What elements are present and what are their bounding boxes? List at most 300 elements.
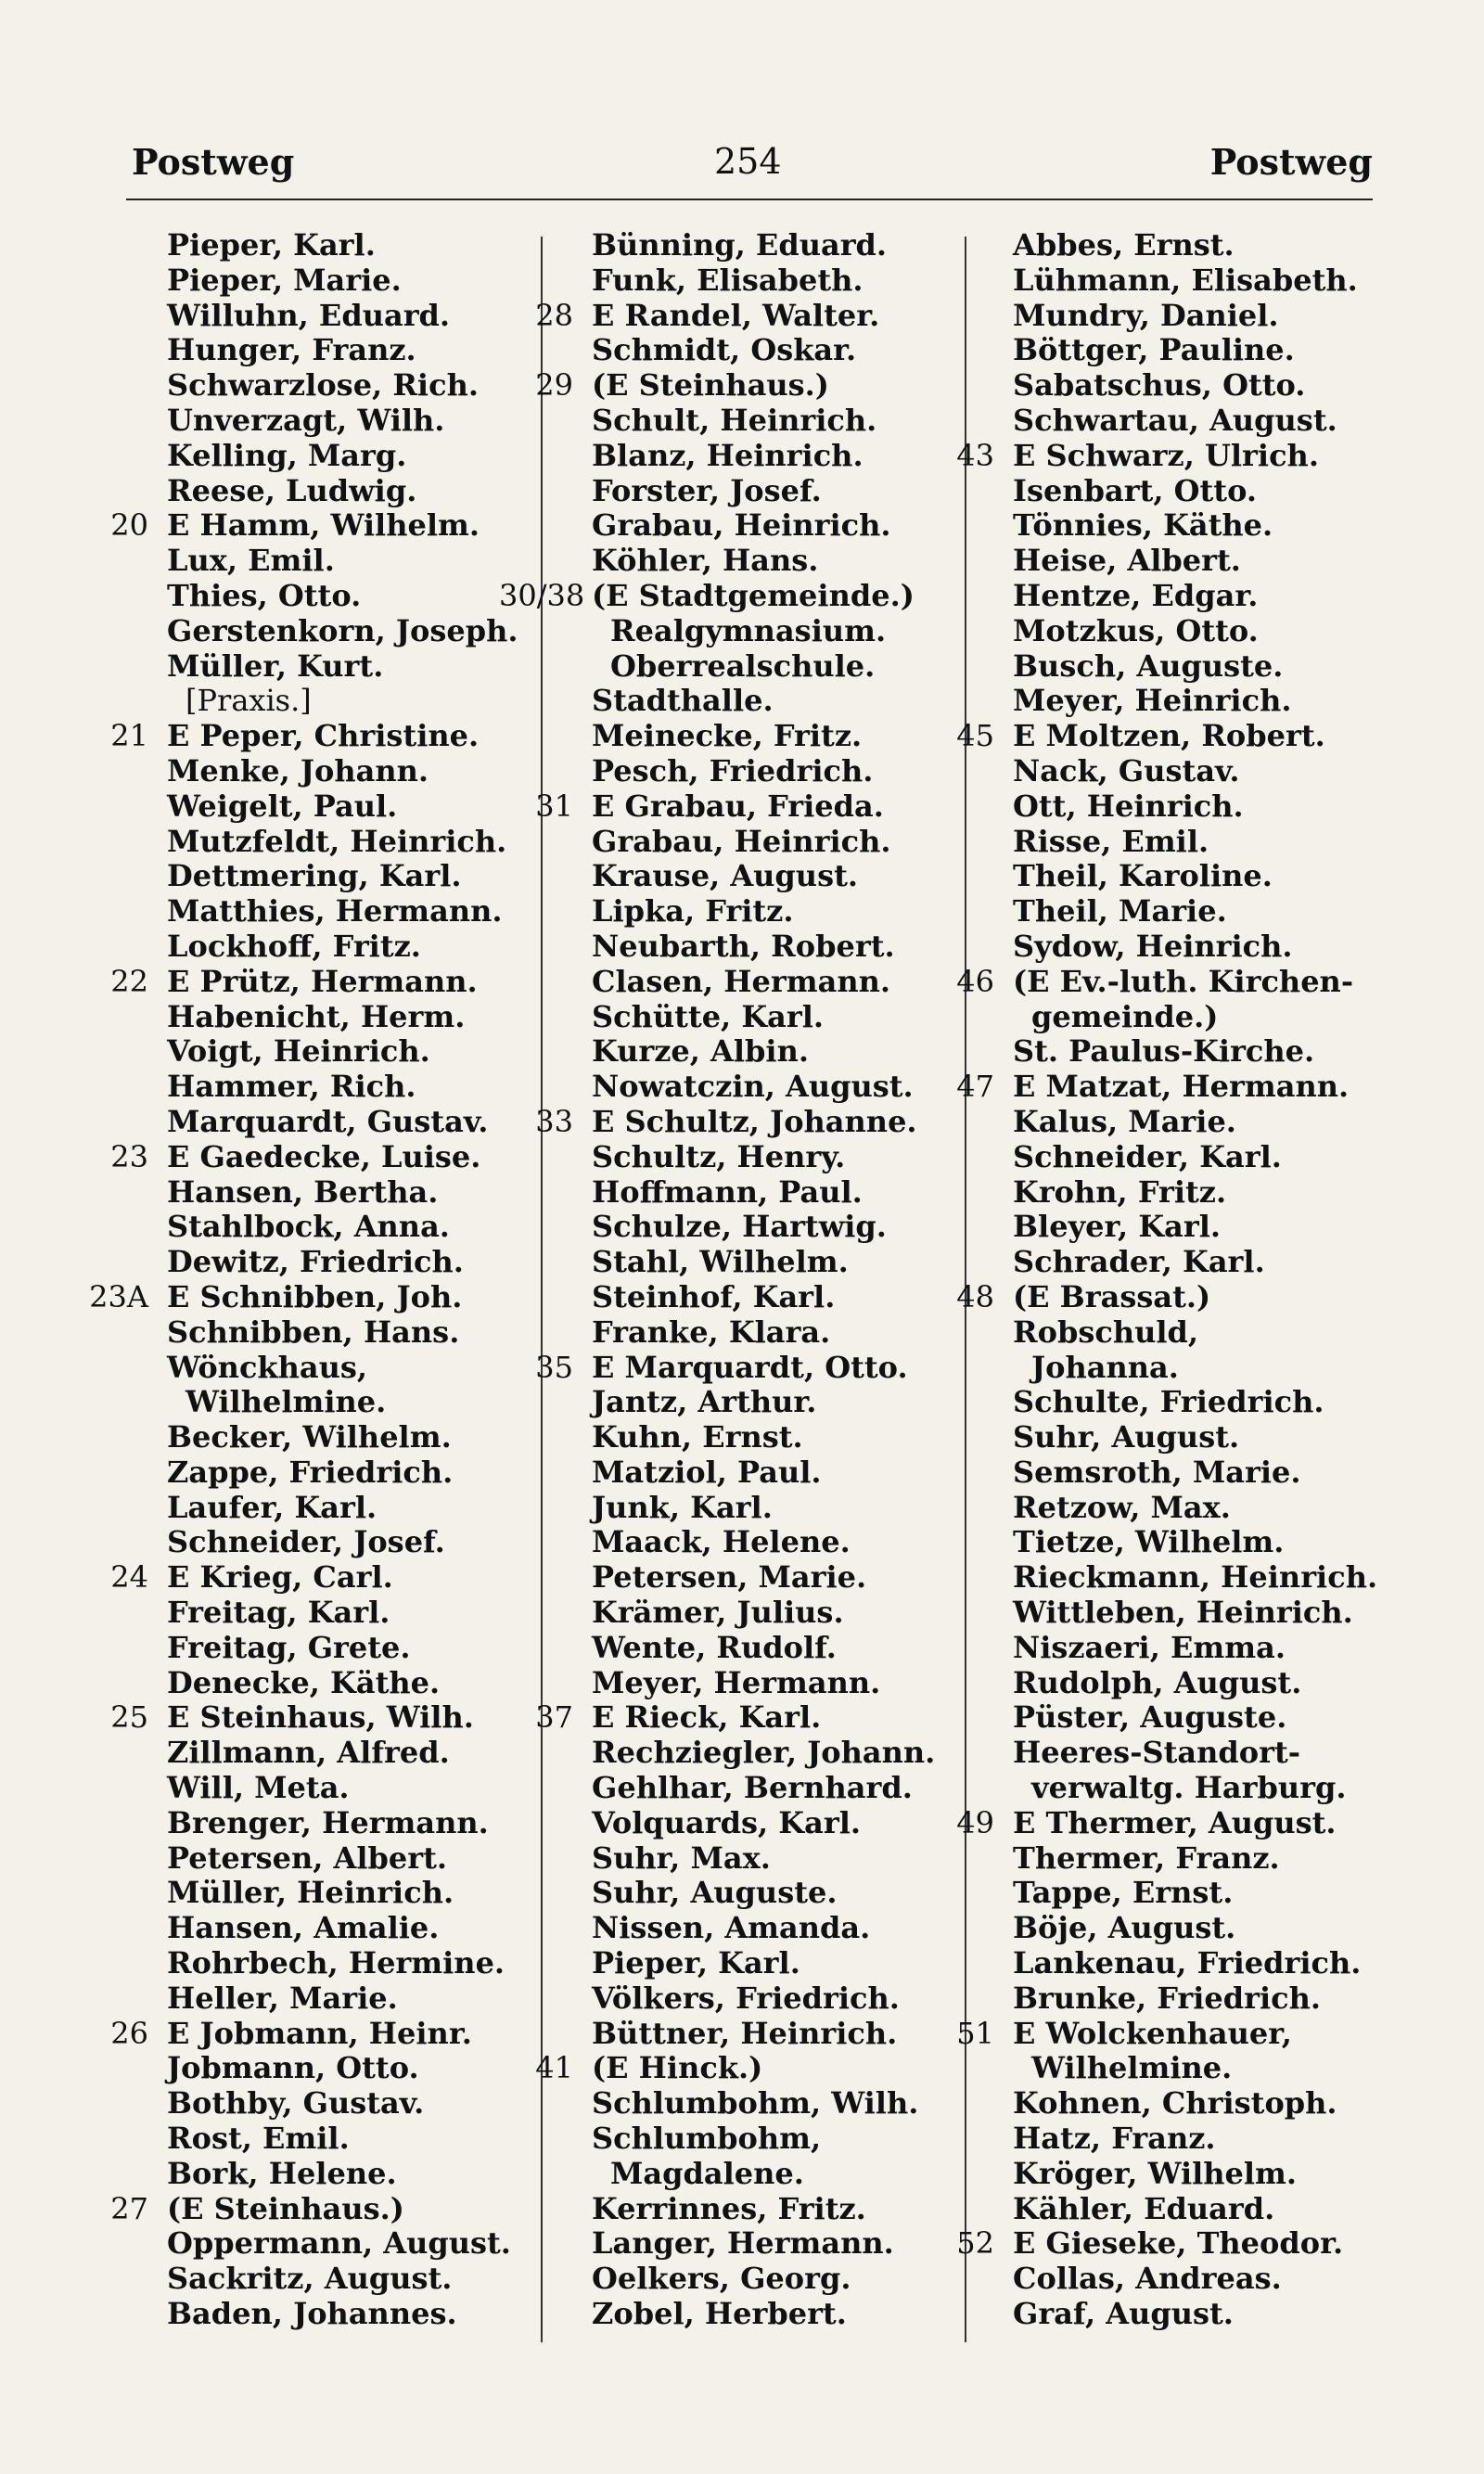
- resident-name: Rieckmann, Heinrich.: [1013, 1559, 1378, 1596]
- resident-name: Mutzfeldt, Heinrich.: [167, 823, 507, 859]
- house-number: 52: [956, 2225, 994, 2262]
- directory-entry: [499, 789, 963, 825]
- directory-entry: [920, 1034, 1384, 1070]
- resident-name: Voigt, Heinrich.: [167, 1033, 430, 1070]
- directory-entry: [74, 754, 538, 789]
- resident-name: Wilhelmine.: [186, 1384, 387, 1420]
- directory-entry: [74, 333, 538, 368]
- resident-name: Müller, Heinrich.: [167, 1875, 454, 1911]
- directory-entry: [74, 684, 538, 719]
- directory-entry: [74, 544, 538, 579]
- directory-entry: [499, 2226, 963, 2262]
- resident-name: Büttner, Heinrich.: [592, 2015, 898, 2051]
- directory-column-2: [499, 228, 963, 2332]
- resident-name: E Gieseke, Theodor.: [1013, 2225, 1344, 2262]
- directory-entry: [74, 894, 538, 929]
- resident-name: Müller, Kurt.: [167, 647, 384, 684]
- directory-entry: [499, 684, 963, 719]
- resident-name: verwaltg. Harburg.: [1031, 1770, 1347, 1806]
- directory-entry: [74, 1876, 538, 1911]
- resident-name: Bünning, Eduard.: [592, 227, 888, 263]
- directory-entry: [74, 1000, 538, 1035]
- directory-entry: [499, 2017, 963, 2052]
- resident-name: Schneider, Josef.: [167, 1524, 445, 1560]
- resident-name: Tönnies, Käthe.: [1013, 507, 1273, 544]
- resident-name: Ott, Heinrich.: [1013, 788, 1244, 824]
- resident-name: Hatz, Franz.: [1013, 2121, 1216, 2157]
- resident-name: Risse, Emil.: [1013, 823, 1209, 859]
- resident-name: Lipka, Fritz.: [592, 893, 794, 929]
- directory-entry: [920, 2262, 1384, 2297]
- resident-name: Dewitz, Friedrich.: [167, 1244, 464, 1280]
- resident-name: E Matzat, Hermann.: [1013, 1069, 1350, 1105]
- resident-name: Heise, Albert.: [1013, 543, 1241, 579]
- house-number: 31: [535, 788, 573, 824]
- resident-name: Sydow, Heinrich.: [1013, 928, 1293, 964]
- resident-name: Nissen, Amanda.: [592, 1910, 871, 1946]
- resident-name: E Schwarz, Ulrich.: [1013, 437, 1319, 473]
- resident-name: (E Ev.-luth. Kirchen-: [1013, 963, 1354, 999]
- resident-name: Mundry, Daniel.: [1013, 297, 1279, 333]
- resident-name: Heller, Marie.: [167, 1980, 398, 2016]
- resident-name: Bothby, Gustav.: [167, 2085, 425, 2121]
- resident-name: Püster, Auguste.: [1013, 1699, 1287, 1736]
- directory-entry: [74, 1420, 538, 1455]
- directory-entry: [74, 859, 538, 894]
- resident-name: Brunke, Friedrich.: [1013, 1980, 1322, 2016]
- directory-entry: [920, 2017, 1384, 2052]
- directory-entry: [499, 1736, 963, 1771]
- resident-name: Petersen, Albert.: [167, 1839, 447, 1876]
- resident-name: Blanz, Heinrich.: [592, 437, 864, 473]
- directory-entry: [499, 1525, 963, 1560]
- resident-name: Meyer, Heinrich.: [1013, 683, 1292, 719]
- header-rule: [126, 199, 1373, 200]
- resident-name: Schmidt, Oskar.: [592, 332, 857, 368]
- directory-entry: [499, 2121, 963, 2157]
- directory-entry: [74, 2157, 538, 2192]
- directory-entry: [499, 719, 963, 754]
- resident-name: Steinhof, Karl.: [592, 1278, 836, 1314]
- resident-name: [Praxis.]: [186, 683, 312, 719]
- resident-name: Meyer, Hermann.: [592, 1664, 881, 1700]
- resident-name: Abbes, Ernst.: [1013, 227, 1235, 263]
- directory-entry: [499, 1911, 963, 1946]
- resident-name: Nowatczin, August.: [592, 1069, 914, 1105]
- directory-entry: [74, 228, 538, 263]
- resident-name: Bleyer, Karl.: [1013, 1209, 1222, 1245]
- directory-entry: [74, 2051, 538, 2086]
- resident-name: Schütte, Karl.: [592, 998, 825, 1034]
- directory-entry: [499, 1560, 963, 1596]
- resident-name: Forster, Josef.: [592, 472, 822, 508]
- directory-entry: [920, 1666, 1384, 1701]
- directory-entry: [920, 754, 1384, 789]
- directory-entry: [920, 929, 1384, 965]
- resident-name: Hentze, Edgar.: [1013, 577, 1259, 613]
- directory-entry: [499, 368, 963, 404]
- resident-name: Jobmann, Otto.: [167, 2050, 419, 2086]
- resident-name: Nack, Gustav.: [1013, 752, 1240, 788]
- directory-entry: [499, 2086, 963, 2121]
- resident-name: Rohrbech, Hermine.: [167, 1945, 505, 1981]
- resident-name: E Gaedecke, Luise.: [167, 1138, 481, 1174]
- resident-name: Oberrealschule.: [610, 647, 876, 684]
- directory-entry: [499, 825, 963, 860]
- directory-entry: [74, 1315, 538, 1351]
- resident-name: Thies, Otto.: [167, 577, 362, 613]
- resident-name: Kuhn, Ernst.: [592, 1419, 803, 1455]
- directory-entry: [74, 1981, 538, 2017]
- resident-name: Kohnen, Christoph.: [1013, 2085, 1337, 2121]
- house-number: 30/38: [499, 577, 585, 613]
- directory-entry: [74, 579, 538, 614]
- directory-entry: [499, 1841, 963, 1877]
- resident-name: Laufer, Karl.: [167, 1489, 377, 1525]
- resident-name: Völkers, Friedrich.: [592, 1980, 900, 2016]
- directory-entry: [74, 1631, 538, 1666]
- resident-name: Böje, August.: [1013, 1910, 1236, 1946]
- resident-name: Pieper, Karl.: [167, 227, 376, 263]
- directory-entry: [920, 544, 1384, 579]
- directory-entry: [920, 579, 1384, 614]
- directory-entry: [499, 1140, 963, 1175]
- directory-entry: [920, 1000, 1384, 1035]
- resident-name: Becker, Wilhelm.: [167, 1419, 452, 1455]
- resident-name: Hansen, Amalie.: [167, 1910, 440, 1946]
- directory-entry: [499, 2051, 963, 2086]
- resident-name: E Moltzen, Robert.: [1013, 718, 1325, 754]
- directory-entry: [499, 965, 963, 1000]
- directory-entry: [920, 404, 1384, 439]
- directory-entry: [920, 1280, 1384, 1315]
- directory-entry: [499, 1700, 963, 1736]
- resident-name: Motzkus, Otto.: [1013, 612, 1259, 648]
- house-number: 48: [956, 1278, 994, 1314]
- directory-entry: [920, 439, 1384, 474]
- resident-name: Marquardt, Gustav.: [167, 1103, 489, 1139]
- directory-column-1: [74, 228, 538, 2332]
- resident-name: Collas, Andreas.: [1013, 2261, 1282, 2297]
- directory-entry: [920, 1876, 1384, 1911]
- directory-column-3: [920, 228, 1384, 2332]
- directory-entry: [499, 1105, 963, 1140]
- resident-name: (E Stadtgemeinde.): [592, 577, 915, 613]
- resident-name: Baden, Johannes.: [167, 2296, 457, 2332]
- directory-entry: [499, 1280, 963, 1315]
- resident-name: Suhr, Max.: [592, 1839, 771, 1876]
- resident-name: Semsroth, Marie.: [1013, 1454, 1301, 1490]
- resident-name: Theil, Marie.: [1013, 893, 1227, 929]
- resident-name: E Thermer, August.: [1013, 1804, 1337, 1840]
- directory-entry: [499, 474, 963, 509]
- resident-name: Zillmann, Alfred.: [167, 1735, 450, 1771]
- directory-entry: [920, 965, 1384, 1000]
- directory-entry: [920, 508, 1384, 544]
- house-number: 24: [110, 1559, 148, 1596]
- resident-name: Böttger, Pauline.: [1013, 332, 1295, 368]
- directory-entry: [920, 684, 1384, 719]
- resident-name: Köhler, Hans.: [592, 543, 819, 579]
- resident-name: Habenicht, Herm.: [167, 998, 466, 1034]
- header-street-right: Postweg: [1209, 141, 1373, 183]
- directory-entry: [499, 894, 963, 929]
- directory-entry: [920, 1596, 1384, 1631]
- resident-name: Kelling, Marg.: [167, 437, 407, 473]
- resident-name: Schulze, Hartwig.: [592, 1209, 887, 1245]
- directory-entry: [74, 1806, 538, 1841]
- resident-name: Maack, Helene.: [592, 1524, 851, 1560]
- directory-entry: [74, 1771, 538, 1806]
- directory-entry: [74, 2226, 538, 2262]
- directory-entry: [499, 1666, 963, 1701]
- house-number: 23A: [89, 1278, 148, 1314]
- resident-name: Schult, Heinrich.: [592, 402, 877, 438]
- directory-entry: [499, 544, 963, 579]
- directory-entry: [499, 2262, 963, 2297]
- directory-entry: [499, 1806, 963, 1841]
- directory-entry: [499, 859, 963, 894]
- resident-name: Kähler, Eduard.: [1013, 2190, 1275, 2226]
- resident-name: Hunger, Franz.: [167, 332, 416, 368]
- resident-name: (E Steinhaus.): [592, 367, 829, 404]
- directory-entry: [499, 1455, 963, 1491]
- directory-entry: [499, 1420, 963, 1455]
- resident-name: E Randel, Walter.: [592, 297, 880, 333]
- resident-name: (E Steinhaus.): [167, 2190, 404, 2226]
- directory-entry: [920, 1491, 1384, 1526]
- resident-name: Schrader, Karl.: [1013, 1244, 1265, 1280]
- resident-name: E Peper, Christine.: [167, 718, 480, 754]
- resident-name: Stahl, Wilhelm.: [592, 1244, 849, 1280]
- resident-name: Schwartau, August.: [1013, 402, 1337, 438]
- resident-name: E Rieck, Karl.: [592, 1699, 822, 1736]
- house-number: 23: [110, 1138, 148, 1174]
- directory-entry: [920, 1315, 1384, 1351]
- house-number: 25: [110, 1699, 148, 1736]
- resident-name: Oelkers, Georg.: [592, 2261, 851, 2297]
- resident-name: Sackritz, August.: [167, 2261, 453, 2297]
- directory-entry: [499, 1351, 963, 1386]
- resident-name: Will, Meta.: [167, 1770, 350, 1806]
- house-number: 35: [535, 1349, 573, 1385]
- directory-entry: [920, 1455, 1384, 1491]
- directory-entry: [920, 825, 1384, 860]
- resident-name: Gerstenkorn, Joseph.: [167, 612, 518, 648]
- resident-name: E Marquardt, Otto.: [592, 1349, 908, 1385]
- directory-entry: [499, 1034, 963, 1070]
- directory-entry: [74, 719, 538, 754]
- directory-entry: [920, 1981, 1384, 2017]
- directory-entry: [920, 1700, 1384, 1736]
- directory-entry: [920, 2086, 1384, 2121]
- resident-name: Schulte, Friedrich.: [1013, 1384, 1324, 1420]
- house-number: 51: [956, 2015, 994, 2051]
- resident-name: Niszaeri, Emma.: [1013, 1629, 1286, 1665]
- resident-name: Lux, Emil.: [167, 543, 335, 579]
- resident-name: Junk, Karl.: [592, 1489, 773, 1525]
- resident-name: Petersen, Marie.: [592, 1559, 867, 1596]
- directory-entry: [74, 508, 538, 544]
- resident-name: Clasen, Hermann.: [592, 963, 890, 999]
- resident-name: Suhr, August.: [1013, 1419, 1240, 1455]
- house-number: 37: [535, 1699, 573, 1736]
- resident-name: Zobel, Herbert.: [592, 2296, 847, 2332]
- resident-name: Schultz, Henry.: [592, 1138, 846, 1174]
- resident-name: Matthies, Hermann.: [167, 893, 503, 929]
- resident-name: Weigelt, Paul.: [167, 788, 398, 824]
- resident-name: Busch, Auguste.: [1013, 647, 1284, 684]
- directory-entry: [920, 1946, 1384, 1981]
- directory-entry: [499, 404, 963, 439]
- page-number: 254: [714, 141, 782, 182]
- directory-entry: [499, 754, 963, 789]
- resident-name: E Jobmann, Heinr.: [167, 2015, 472, 2051]
- resident-name: Rost, Emil.: [167, 2121, 350, 2157]
- directory-entry: [74, 1560, 538, 1596]
- house-number: 47: [956, 1069, 994, 1105]
- directory-entry: [920, 1245, 1384, 1280]
- house-number: 43: [956, 437, 994, 473]
- resident-name: Willuhn, Eduard.: [167, 297, 451, 333]
- resident-name: Rechziegler, Johann.: [592, 1735, 936, 1771]
- resident-name: Reese, Ludwig.: [167, 472, 417, 508]
- directory-entry: [74, 1455, 538, 1491]
- directory-entry: [499, 1210, 963, 1245]
- resident-name: Oppermann, August.: [167, 2225, 511, 2262]
- directory-entry: [74, 439, 538, 474]
- resident-name: Wittleben, Heinrich.: [1013, 1595, 1353, 1631]
- directory-entry: [74, 1105, 538, 1140]
- directory-entry: [920, 333, 1384, 368]
- directory-entry: [499, 228, 963, 263]
- directory-entry: [74, 1351, 538, 1386]
- directory-entry: [920, 2157, 1384, 2192]
- resident-name: Hammer, Rich.: [167, 1069, 416, 1105]
- resident-name: Krause, August.: [592, 858, 858, 894]
- directory-entry: [499, 299, 963, 334]
- directory-entry: [499, 614, 963, 649]
- directory-entry: [74, 474, 538, 509]
- resident-name: Kalus, Marie.: [1013, 1103, 1236, 1139]
- directory-entry: [499, 2157, 963, 2192]
- resident-name: Thermer, Franz.: [1013, 1839, 1280, 1876]
- resident-name: E Krieg, Carl.: [167, 1559, 393, 1596]
- house-number: 21: [110, 718, 148, 754]
- resident-name: Volquards, Karl.: [592, 1804, 861, 1840]
- directory-entry: [499, 1596, 963, 1631]
- resident-name: E Wolckenhauer,: [1013, 2015, 1292, 2051]
- directory-entry: [920, 1175, 1384, 1211]
- resident-name: Grabau, Heinrich.: [592, 507, 891, 544]
- directory-entry: [920, 789, 1384, 825]
- directory-entry: [920, 1736, 1384, 1771]
- directory-entry: [920, 649, 1384, 685]
- directory-entry: [74, 1210, 538, 1245]
- resident-name: Langer, Hermann.: [592, 2225, 894, 2262]
- resident-name: Brenger, Hermann.: [167, 1804, 489, 1840]
- resident-name: Graf, August.: [1013, 2296, 1234, 2332]
- directory-entry: [499, 1946, 963, 1981]
- house-number: 33: [535, 1103, 573, 1139]
- directory-entry: [74, 1736, 538, 1771]
- directory-entry: [74, 404, 538, 439]
- directory-entry: [74, 1245, 538, 1280]
- resident-name: Hansen, Bertha.: [167, 1173, 439, 1210]
- directory-entry: [499, 649, 963, 685]
- directory-entry: [499, 1771, 963, 1806]
- resident-name: Kerrinnes, Fritz.: [592, 2190, 866, 2226]
- directory-entry: [920, 1140, 1384, 1175]
- house-number: 22: [110, 963, 148, 999]
- directory-entry: [920, 2121, 1384, 2157]
- directory-entry: [499, 333, 963, 368]
- resident-name: gemeinde.): [1031, 998, 1219, 1034]
- directory-entry: [74, 649, 538, 685]
- resident-name: Krämer, Julius.: [592, 1595, 844, 1631]
- resident-name: Tietze, Wilhelm.: [1013, 1524, 1285, 1560]
- directory-entry: [74, 2121, 538, 2157]
- resident-name: Gehlhar, Bernhard.: [592, 1770, 913, 1806]
- resident-name: Pieper, Karl.: [592, 1945, 800, 1981]
- resident-name: (E Hinck.): [592, 2050, 763, 2086]
- resident-name: Meinecke, Fritz.: [592, 718, 863, 754]
- resident-name: Schnibben, Hans.: [167, 1314, 460, 1350]
- house-number: 46: [956, 963, 994, 999]
- resident-name: Johanna.: [1031, 1349, 1179, 1385]
- directory-entry: [74, 368, 538, 404]
- resident-name: Tappe, Ernst.: [1013, 1875, 1234, 1911]
- directory-entry: [499, 1631, 963, 1666]
- directory-entry: [920, 1070, 1384, 1105]
- directory-entry: [920, 1385, 1384, 1420]
- directory-entry: [920, 228, 1384, 263]
- directory-entry: [499, 1315, 963, 1351]
- resident-name: Magdalene.: [610, 2155, 804, 2191]
- resident-name: Stadthalle.: [592, 683, 774, 719]
- directory-entry: [74, 825, 538, 860]
- resident-name: Unverzagt, Wilh.: [167, 402, 445, 438]
- resident-name: Schwarzlose, Rich.: [167, 367, 479, 404]
- directory-entry: [74, 2017, 538, 2052]
- resident-name: Pesch, Friedrich.: [592, 752, 874, 788]
- resident-name: Funk, Elisabeth.: [592, 262, 864, 298]
- directory-entry: [920, 1210, 1384, 1245]
- resident-name: Schlumbohm,: [592, 2121, 822, 2157]
- resident-name: E Hamm, Wilhelm.: [167, 507, 480, 544]
- house-number: 26: [110, 2015, 148, 2051]
- resident-name: E Prütz, Hermann.: [167, 963, 478, 999]
- resident-name: Franke, Klara.: [592, 1314, 831, 1350]
- resident-name: Isenbart, Otto.: [1013, 472, 1257, 508]
- resident-name: Retzow, Max.: [1013, 1489, 1231, 1525]
- directory-entry: [74, 1175, 538, 1211]
- directory-entry: [920, 1420, 1384, 1455]
- directory-entry: [499, 508, 963, 544]
- resident-name: Krohn, Fritz.: [1013, 1173, 1227, 1210]
- resident-name: Stahlbock, Anna.: [167, 1209, 450, 1245]
- directory-entry: [499, 1245, 963, 1280]
- resident-name: Heeres-Standort-: [1013, 1735, 1300, 1771]
- resident-name: Lockhoff, Fritz.: [167, 928, 421, 964]
- directory-entry: [74, 1280, 538, 1315]
- resident-name: Dettmering, Karl.: [167, 858, 462, 894]
- house-number: 45: [956, 718, 994, 754]
- directory-entry: [499, 1981, 963, 2017]
- directory-entry: [499, 1385, 963, 1420]
- directory-entry: [920, 2051, 1384, 2086]
- directory-entry: [499, 263, 963, 299]
